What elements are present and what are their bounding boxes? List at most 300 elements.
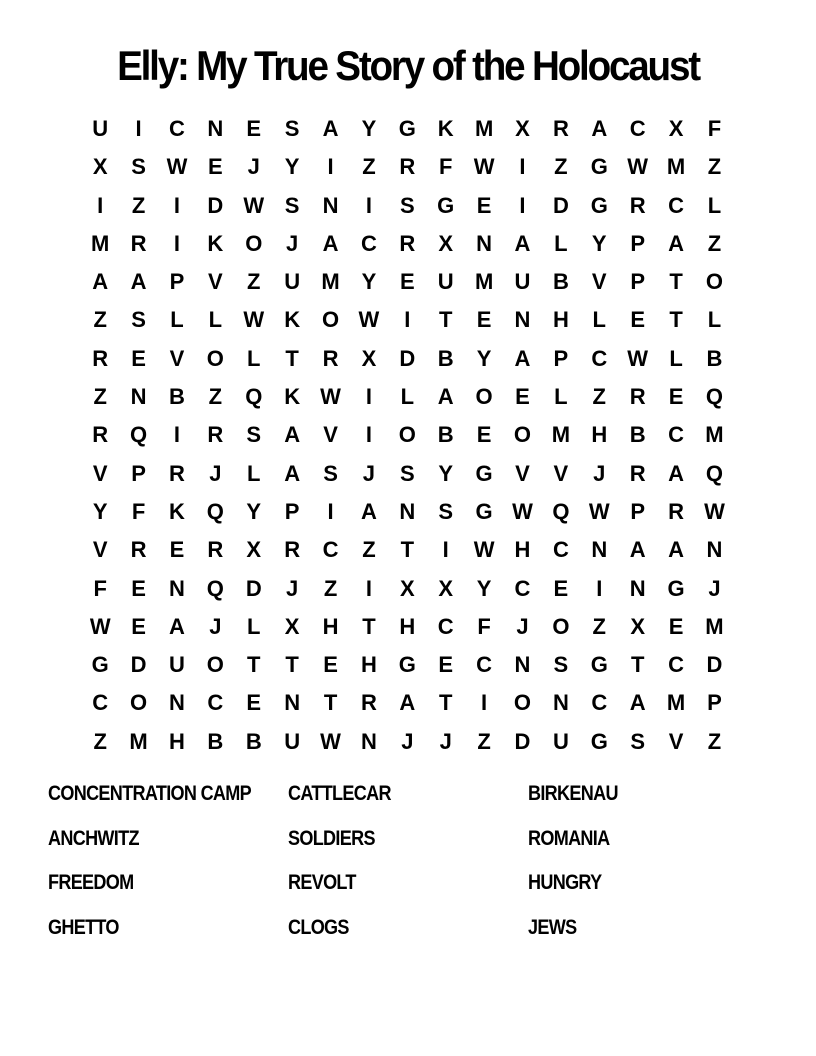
grid-letter: I xyxy=(481,690,488,716)
grid-letter: U xyxy=(552,728,569,754)
grid-letter: I xyxy=(173,422,181,448)
grid-letter: W xyxy=(243,307,265,333)
grid-letter: S xyxy=(438,498,454,524)
grid-letter: A xyxy=(437,384,454,410)
grid-letter: V xyxy=(208,269,223,295)
grid-letter: T xyxy=(630,652,645,678)
grid-letter: Z xyxy=(362,537,376,563)
grid-letter: V xyxy=(169,345,185,371)
word-list-item: JEWS xyxy=(528,916,577,940)
grid-row xyxy=(81,187,734,225)
grid-letter: O xyxy=(321,307,340,333)
grid-letter: O xyxy=(513,422,532,448)
grid-letter: V xyxy=(92,460,108,486)
grid-letter: X xyxy=(284,613,300,639)
grid-letter: D xyxy=(245,575,262,601)
grid-letter: W xyxy=(588,498,610,524)
grid-letter: G xyxy=(475,498,493,524)
grid-letter: C xyxy=(629,116,646,141)
grid-letter: Y xyxy=(476,575,492,601)
grid-letter: E xyxy=(553,575,569,601)
grid-letter: Z xyxy=(247,269,261,295)
grid-letter: E xyxy=(246,690,262,716)
grid-letter: Z xyxy=(131,192,146,218)
grid-letter: N xyxy=(591,537,608,563)
grid-letter: B xyxy=(245,728,262,754)
grid-letter: L xyxy=(247,345,261,371)
grid-letter: N xyxy=(476,230,493,256)
grid-letter: N xyxy=(284,690,301,716)
grid-letter: S xyxy=(399,460,415,486)
grid-letter: Y xyxy=(476,345,492,371)
grid-letter: T xyxy=(669,307,683,333)
grid-letter: D xyxy=(514,728,531,754)
grid-letter: S xyxy=(553,652,569,678)
grid-letter: V xyxy=(668,728,684,754)
grid-letter: B xyxy=(706,345,723,371)
grid-letter: F xyxy=(438,154,453,180)
grid-row xyxy=(81,148,734,186)
grid-letter: A xyxy=(514,230,531,256)
grid-letter: W xyxy=(473,537,495,563)
grid-letter: A xyxy=(360,498,377,524)
grid-letter: T xyxy=(285,652,299,678)
grid-letter: H xyxy=(514,537,531,563)
grid-letter: Z xyxy=(592,613,606,639)
grid-letter: Q xyxy=(206,498,224,524)
grid-letter: M xyxy=(129,728,148,754)
grid-letter: B xyxy=(169,384,185,410)
grid-letter: E xyxy=(399,269,415,295)
grid-letter: X xyxy=(438,230,454,256)
grid-row xyxy=(81,608,734,646)
grid-letter: Z xyxy=(554,154,568,180)
grid-letter: A xyxy=(629,690,646,716)
grid-letter: H xyxy=(322,613,339,639)
grid-letter: J xyxy=(401,728,414,754)
grid-letter: E xyxy=(246,116,262,141)
grid-letter: C xyxy=(668,422,684,448)
grid-letter: T xyxy=(285,345,299,371)
grid-letter: S xyxy=(399,192,415,218)
grid-letter: Q xyxy=(245,384,263,410)
grid-letter: P xyxy=(707,690,722,716)
grid-letter: N xyxy=(360,728,377,754)
grid-letter: I xyxy=(365,384,372,410)
grid-letter: O xyxy=(206,652,224,678)
grid-letter: D xyxy=(130,652,147,678)
grid-letter: J xyxy=(362,460,376,486)
grid-letter: O xyxy=(705,269,723,295)
grid-letter: E xyxy=(323,652,338,678)
grid-letter: Y xyxy=(438,460,454,486)
grid-row xyxy=(81,531,734,569)
grid-letter: Z xyxy=(707,728,722,754)
word-list-item: ANCHWITZ xyxy=(48,826,139,850)
grid-letter: N xyxy=(514,307,531,333)
grid-letter: N xyxy=(629,575,646,601)
grid-letter: E xyxy=(476,192,492,218)
grid-letter: R xyxy=(629,460,646,486)
grid-letter: P xyxy=(630,269,645,295)
grid-row xyxy=(81,378,734,416)
grid-letter: D xyxy=(552,192,569,218)
grid-letter: Q xyxy=(552,498,570,524)
grid-letter: L xyxy=(707,192,722,218)
grid-letter: J xyxy=(286,230,299,256)
grid-letter: D xyxy=(706,652,723,678)
grid-letter: C xyxy=(322,537,339,563)
grid-letter: W xyxy=(320,728,341,754)
grid-letter: T xyxy=(438,307,453,333)
grid-letter: F xyxy=(93,575,107,601)
grid-row xyxy=(81,340,734,378)
grid-letter: S xyxy=(323,460,338,486)
word-list-item: CLOGS xyxy=(288,916,349,940)
grid-letter: X xyxy=(92,154,108,180)
grid-letter: Z xyxy=(323,575,338,601)
grid-letter: A xyxy=(514,345,531,371)
grid-letter: F xyxy=(707,116,722,141)
grid-letter: A xyxy=(668,537,684,563)
grid-letter: R xyxy=(322,345,339,371)
grid-letter: C xyxy=(92,690,109,716)
grid-letter: K xyxy=(284,384,301,410)
grid-letter: I xyxy=(135,116,142,141)
grid-letter: R xyxy=(207,422,224,448)
grid-letter: G xyxy=(590,154,608,180)
grid-letter: N xyxy=(130,384,147,410)
word-list-item: CONCENTRATION CAMP xyxy=(48,782,252,805)
grid-letter: L xyxy=(400,384,415,410)
grid-letter: O xyxy=(130,690,148,716)
grid-letter: L xyxy=(707,307,722,333)
word-list xyxy=(48,776,768,955)
grid-letter: A xyxy=(92,269,109,295)
grid-letter: A xyxy=(322,230,339,256)
grid-letter: J xyxy=(247,154,260,180)
grid-letter: A xyxy=(284,460,301,486)
grid-letter: A xyxy=(629,537,646,563)
grid-letter: N xyxy=(514,652,531,678)
grid-letter: A xyxy=(591,116,608,141)
grid-letter: Y xyxy=(591,230,607,256)
word-list-item: ROMANIA xyxy=(528,826,610,850)
grid-row xyxy=(81,301,734,339)
word-list-item: GHETTO xyxy=(48,916,119,940)
grid-letter: R xyxy=(399,230,416,256)
grid-letter: Q xyxy=(130,422,148,448)
grid-letter: N xyxy=(552,690,569,716)
grid-letter: I xyxy=(365,422,372,448)
grid-letter: M xyxy=(705,422,724,448)
grid-letter: M xyxy=(321,269,340,295)
grid-letter: L xyxy=(170,307,184,333)
grid-letter: M xyxy=(705,613,724,639)
grid-letter: L xyxy=(554,384,568,410)
grid-letter: G xyxy=(590,728,608,754)
grid-letter: L xyxy=(247,460,261,486)
grid-letter: K xyxy=(169,498,185,524)
grid-letter: T xyxy=(323,690,338,716)
grid-letter: G xyxy=(437,192,455,218)
grid-letter: C xyxy=(591,690,608,716)
grid-letter: R xyxy=(629,192,646,218)
grid-letter: I xyxy=(97,192,104,218)
grid-letter: S xyxy=(246,422,262,448)
grid-letter: C xyxy=(552,537,569,563)
grid-letter: I xyxy=(596,575,603,601)
word-list-item: HUNGRY xyxy=(528,871,602,895)
grid-letter: Y xyxy=(246,498,262,524)
grid-letter: G xyxy=(475,460,493,486)
grid-letter: S xyxy=(131,154,146,180)
grid-letter: U xyxy=(437,269,454,295)
grid-letter: C xyxy=(207,690,224,716)
grid-letter: M xyxy=(551,422,571,448)
grid-letter: W xyxy=(243,192,265,218)
grid-letter: R xyxy=(668,498,684,524)
grid-letter: T xyxy=(669,269,683,295)
grid-letter: S xyxy=(284,192,300,218)
grid-letter: O xyxy=(245,230,263,256)
grid-letter: L xyxy=(592,307,606,333)
grid-letter: D xyxy=(207,192,224,218)
grid-letter: A xyxy=(399,690,416,716)
grid-letter: A xyxy=(284,422,301,448)
grid-letter: Z xyxy=(93,728,107,754)
grid-letter: W xyxy=(704,498,725,524)
grid-letter: I xyxy=(519,154,526,180)
grid-letter: C xyxy=(668,192,684,218)
grid-letter: Q xyxy=(705,384,723,410)
grid-letter: O xyxy=(206,345,224,371)
grid-letter: C xyxy=(437,613,454,639)
grid-letter: Z xyxy=(707,154,722,180)
grid-letter: S xyxy=(131,307,146,333)
grid-letter: M xyxy=(474,116,494,141)
grid-letter: X xyxy=(246,537,262,563)
grid-letter: P xyxy=(630,230,645,256)
grid-letter: K xyxy=(207,230,224,256)
grid-letter: E xyxy=(630,307,645,333)
grid-letter: H xyxy=(169,728,185,754)
grid-letter: R xyxy=(169,460,185,486)
grid-letter: C xyxy=(360,230,377,256)
grid-letter: W xyxy=(627,345,649,371)
grid-letter: N xyxy=(322,192,339,218)
grid-letter: T xyxy=(247,652,261,678)
grid-letter: X xyxy=(399,575,415,601)
grid-letter: Y xyxy=(361,116,377,141)
grid-letter: T xyxy=(400,537,415,563)
grid-row xyxy=(81,416,734,454)
grid-letter: W xyxy=(166,154,188,180)
grid-letter: I xyxy=(519,192,526,218)
grid-letter: R xyxy=(92,345,109,371)
grid-letter: U xyxy=(284,269,301,295)
grid-letter: E xyxy=(131,613,146,639)
word-list-item: CATTLECAR xyxy=(288,782,391,805)
grid-letter: O xyxy=(398,422,416,448)
grid-letter: E xyxy=(131,575,146,601)
grid-letter: Z xyxy=(93,384,107,410)
grid-letter: J xyxy=(209,460,222,486)
grid-letter: V xyxy=(591,269,607,295)
word-list-item: SOLDIERS xyxy=(288,826,375,850)
grid-row xyxy=(81,455,734,493)
grid-row xyxy=(81,684,734,722)
grid-letter: U xyxy=(169,652,185,678)
grid-letter: E xyxy=(208,154,223,180)
grid-letter: B xyxy=(629,422,646,448)
grid-letter: N xyxy=(399,498,416,524)
grid-letter: A xyxy=(130,269,147,295)
grid-letter: F xyxy=(131,498,146,524)
grid-letter: N xyxy=(169,690,185,716)
grid-row xyxy=(81,225,734,263)
grid-letter: J xyxy=(593,460,606,486)
grid-letter: W xyxy=(320,384,341,410)
grid-letter: J xyxy=(209,613,222,639)
grid-letter: J xyxy=(439,728,452,754)
word-list-item: REVOLT xyxy=(288,871,356,895)
grid-letter: R xyxy=(130,537,147,563)
grid-letter: I xyxy=(327,498,334,524)
grid-letter: Z xyxy=(93,307,107,333)
grid-letter: E xyxy=(476,307,492,333)
grid-letter: R xyxy=(399,154,416,180)
grid-letter: I xyxy=(404,307,411,333)
grid-letter: E xyxy=(668,613,684,639)
grid-letter: V xyxy=(323,422,338,448)
grid-letter: I xyxy=(365,192,372,218)
grid-letter: X xyxy=(361,345,377,371)
grid-letter: Y xyxy=(361,269,377,295)
grid-letter: W xyxy=(473,154,495,180)
grid-letter: B xyxy=(437,345,454,371)
grid-row xyxy=(81,570,734,608)
grid-letter: T xyxy=(438,690,453,716)
grid-letter: K xyxy=(284,307,301,333)
grid-letter: B xyxy=(552,269,569,295)
grid-letter: R xyxy=(92,422,109,448)
grid-letter: N xyxy=(169,575,185,601)
grid-letter: W xyxy=(89,613,111,639)
grid-letter: G xyxy=(398,116,416,141)
grid-letter: G xyxy=(590,652,608,678)
grid-letter: N xyxy=(207,116,224,141)
grid-letter: L xyxy=(554,230,568,256)
grid-letter: X xyxy=(438,575,454,601)
grid-letter: M xyxy=(91,230,110,256)
grid-letter: Z xyxy=(477,728,491,754)
grid-letter: R xyxy=(130,230,147,256)
grid-letter: V xyxy=(515,460,530,486)
grid-letter: Y xyxy=(284,154,300,180)
grid-letter: A xyxy=(668,230,684,256)
grid-letter: X xyxy=(668,116,684,141)
word-search-grid xyxy=(81,110,734,761)
grid-letter: J xyxy=(286,575,299,601)
grid-letter: R xyxy=(552,116,569,141)
grid-letter: Z xyxy=(592,384,606,410)
grid-letter: L xyxy=(247,613,261,639)
grid-letter: W xyxy=(512,498,533,524)
grid-letter: H xyxy=(399,613,416,639)
grid-letter: Z xyxy=(707,230,722,256)
grid-letter: X xyxy=(515,116,530,141)
grid-letter: C xyxy=(514,575,531,601)
grid-letter: R xyxy=(207,537,224,563)
grid-letter: E xyxy=(131,345,146,371)
grid-letter: J xyxy=(516,613,529,639)
grid-letter: J xyxy=(708,575,721,601)
grid-letter: Z xyxy=(208,384,223,410)
grid-letter: D xyxy=(399,345,416,371)
grid-letter: W xyxy=(358,307,380,333)
grid-letter: E xyxy=(169,537,185,563)
grid-letter: A xyxy=(322,116,339,141)
grid-letter: R xyxy=(360,690,377,716)
grid-letter: O xyxy=(513,690,532,716)
grid-letter: V xyxy=(553,460,569,486)
grid-letter: H xyxy=(591,422,608,448)
grid-letter: A xyxy=(668,460,684,486)
grid-letter: E xyxy=(476,422,492,448)
grid-letter: O xyxy=(552,613,570,639)
grid-letter: P xyxy=(553,345,569,371)
grid-letter: I xyxy=(442,537,449,563)
grid-letter: P xyxy=(284,498,300,524)
grid-letter: G xyxy=(398,652,416,678)
grid-letter: L xyxy=(669,345,683,371)
grid-letter: I xyxy=(365,575,372,601)
grid-letter: O xyxy=(475,384,493,410)
grid-letter: I xyxy=(173,230,181,256)
grid-letter: U xyxy=(92,116,109,141)
grid-letter: I xyxy=(327,154,334,180)
grid-letter: V xyxy=(92,537,108,563)
word-list-item: FREEDOM xyxy=(48,871,134,895)
grid-letter: X xyxy=(630,613,645,639)
grid-letter: I xyxy=(173,192,181,218)
grid-row xyxy=(81,493,734,531)
grid-letter: M xyxy=(474,269,494,295)
grid-letter: S xyxy=(284,116,300,141)
grid-letter: G xyxy=(667,575,685,601)
grid-letter: Q xyxy=(705,460,723,486)
grid-letter: T xyxy=(362,613,376,639)
grid-letter: W xyxy=(627,154,649,180)
grid-letter: N xyxy=(706,537,723,563)
grid-letter: E xyxy=(438,652,454,678)
grid-letter: P xyxy=(131,460,146,486)
grid-letter: E xyxy=(515,384,530,410)
grid-letter: M xyxy=(666,154,686,180)
grid-letter: U xyxy=(514,269,531,295)
grid-letter: G xyxy=(590,192,608,218)
grid-row xyxy=(81,110,734,148)
grid-letter: B xyxy=(207,728,224,754)
grid-row xyxy=(81,646,734,684)
grid-letter: P xyxy=(630,498,645,524)
grid-letter: K xyxy=(437,116,454,141)
grid-letter: U xyxy=(284,728,301,754)
grid-letter: B xyxy=(437,422,454,448)
grid-letter: C xyxy=(169,116,185,141)
grid-letter: E xyxy=(668,384,684,410)
